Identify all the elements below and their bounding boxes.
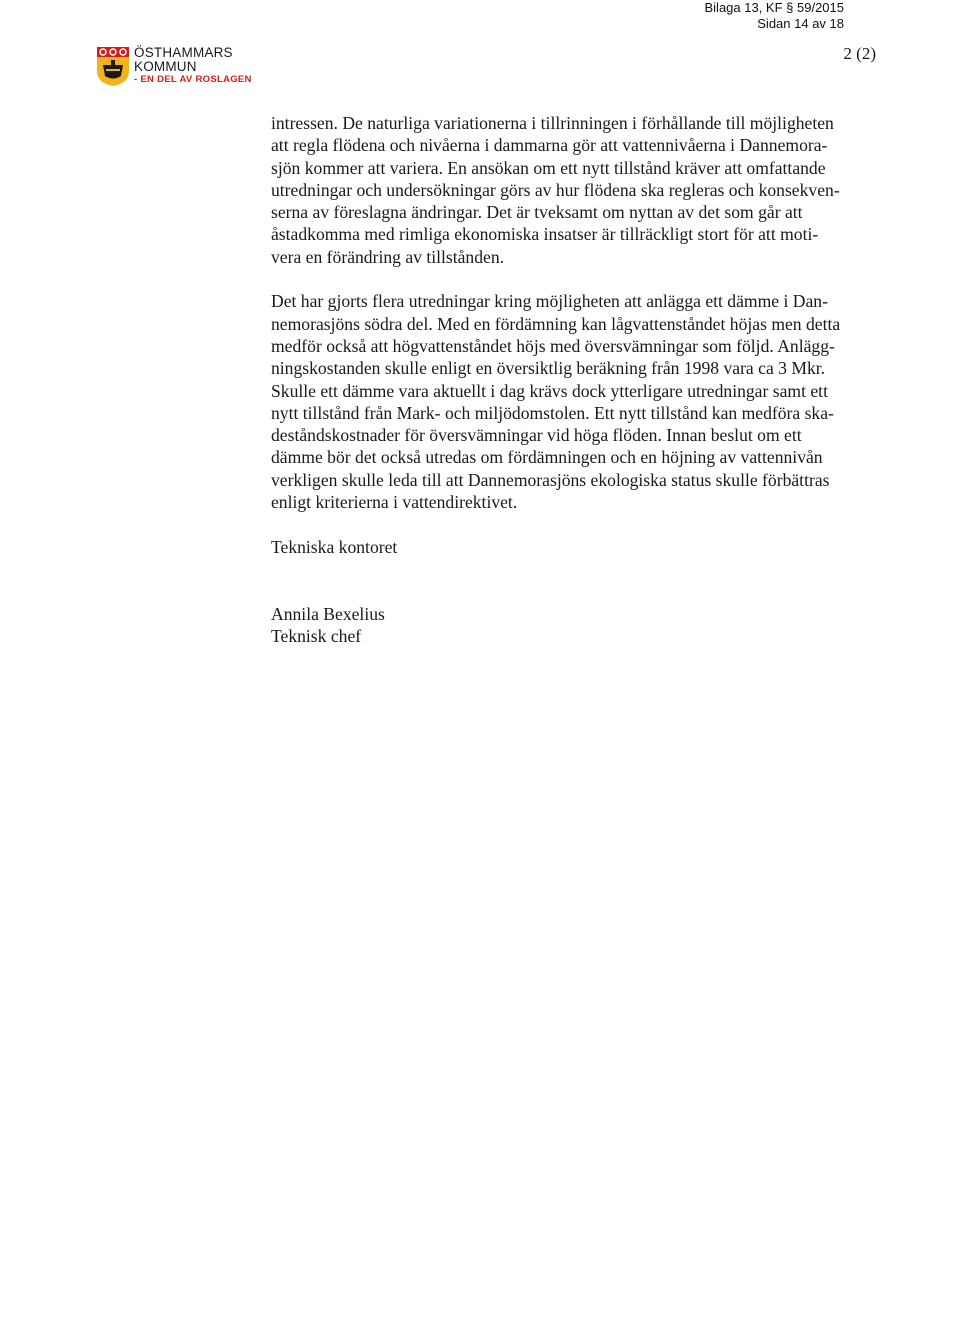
text-line: medför också att högvattenståndet höjs med översvämningar som följd. Anlägg-	[271, 335, 835, 356]
text-line: enligt kriterierna i vattendirektivet.	[271, 492, 518, 513]
paragraph-dam-investigation	[271, 290, 911, 513]
text-line: utredningar och undersökningar görs av hur flödena ska regleras och konsekven-	[271, 179, 840, 200]
signatory-title: Teknisk chef	[271, 625, 362, 646]
attachment-page-count: Sidan 14 av 18	[757, 16, 844, 31]
text-line: serna av föreslagna ändringar. Det är tveksamt om nyttan av det som går att	[271, 202, 803, 223]
paragraph-regulation	[271, 112, 911, 268]
text-line: Skulle ett dämme vara aktuellt i dag krävs dock ytterligare utredningar samt ett	[271, 380, 828, 401]
text-line: att regla flödena och nivåerna i dammarna gör att vattennivåerna i Dannemora-	[271, 135, 828, 156]
text-line: verkligen skulle leda till att Dannemorasjöns ekologiska status skulle förbättras	[271, 469, 830, 490]
signatory-name: Annila Bexelius	[271, 603, 385, 624]
text-line: Det har gjorts flera utredningar kring möjligheten att anlägga ett dämme i Dan-	[271, 291, 828, 312]
department-name: Tekniska kontoret	[271, 536, 398, 557]
text-line: dämme bör det också utredas om fördämningen och en höjning av vattennivån	[271, 447, 823, 468]
attachment-stamp	[705, 0, 845, 32]
logo-tagline: - EN DEL AV ROSLAGEN	[134, 74, 252, 85]
text-line: vera en förändring av tillstånden.	[271, 246, 505, 267]
text-line: deståndskostnader för översvämningar vid höga flöden. Innan beslut om ett	[271, 425, 802, 446]
signature-block	[271, 603, 911, 648]
letter-body	[271, 112, 911, 647]
coat-of-arms-icon	[96, 45, 130, 87]
text-line: nemorasjöns södra del. Med en fördämning kan lågvattenståndet höjas men detta	[271, 313, 841, 334]
text-line: nytt tillstånd från Mark- och miljödomstolen. Ett nytt tillstånd kan medföra ska-	[271, 402, 834, 423]
text-line: åstadkomma med rimliga ekonomiska insatser är tillräckligt stort för att moti-	[271, 224, 819, 245]
text-line: sjön kommer att variera. En ansökan om ett nytt tillstånd kräver att omfattande	[271, 157, 826, 178]
text-line: intressen. De naturliga variationerna i tillrinningen i förhållande till möjligheten	[271, 113, 834, 133]
municipality-logo	[96, 45, 252, 89]
attachment-reference: Bilaga 13, KF § 59/2015	[704, 0, 844, 15]
text-line: ningskostanden skulle enligt en översiktlig beräkning från 1998 vara ca 3 Mkr.	[271, 358, 826, 379]
logo-name-line1: ÖSTHAMMARS	[134, 45, 233, 60]
logo-name-line2: KOMMUN	[134, 59, 197, 74]
page-number: 2 (2)	[843, 44, 876, 63]
